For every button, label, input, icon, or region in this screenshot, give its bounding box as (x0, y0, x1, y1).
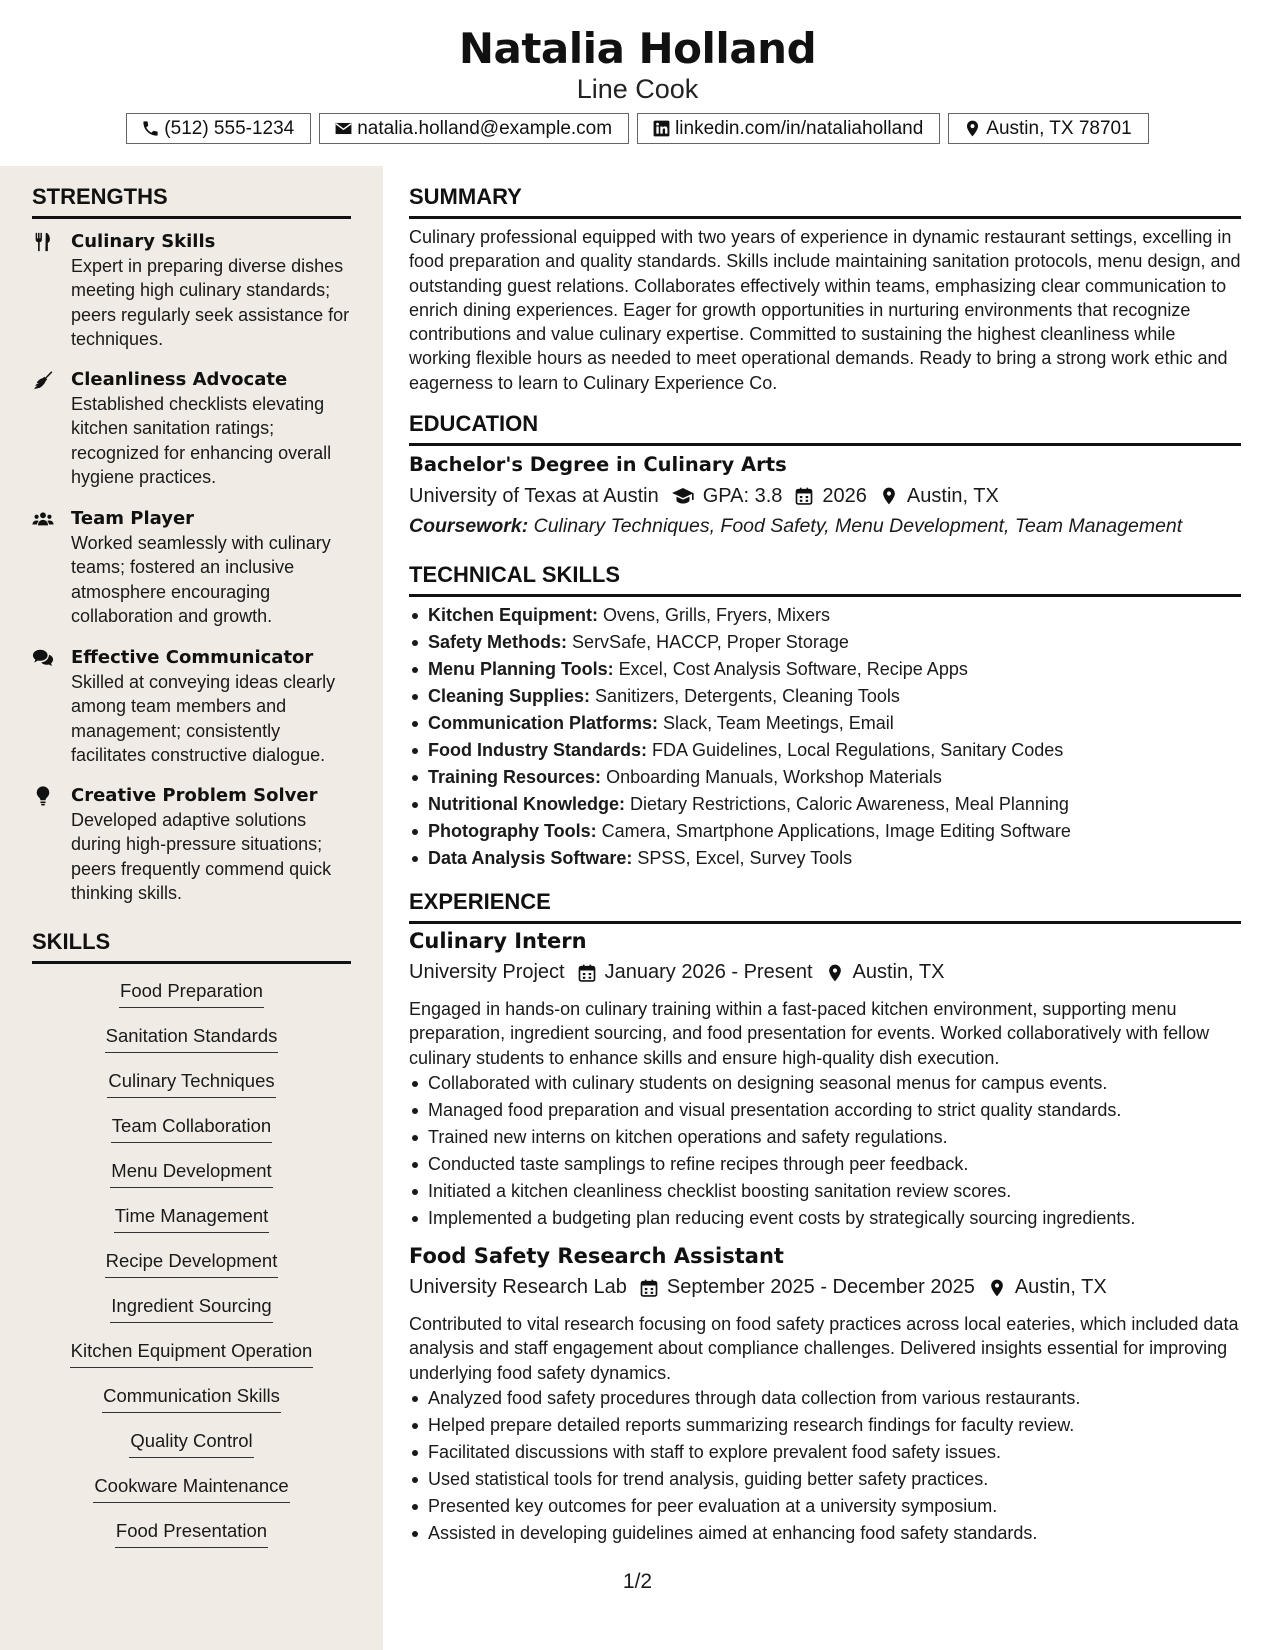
strength-desc: Skilled at conveying ideas clearly among team members and management; consistently facilitates constructive dialogue. (71, 672, 336, 765)
strength-desc: Developed adaptive solutions during high-pressure situations; peers frequently commend quick thinking skills. (71, 810, 332, 903)
skill-tag-text: Recipe Development (105, 1249, 279, 1278)
skill-tag (0, 1114, 383, 1143)
strength-desc: Expert in preparing diverse dishes meeting high culinary standards; peers regularly seek assistance for techniques. (71, 256, 350, 349)
tech-skill-label: Photography Tools: (428, 821, 597, 841)
experience-section (409, 889, 1241, 924)
skill-tag (0, 1159, 383, 1188)
skills-heading: SKILLS (32, 929, 351, 964)
contact-linkedin[interactable] (637, 113, 940, 144)
job-title: Food Safety Research Assistant (409, 1244, 784, 1268)
strength-item (32, 507, 352, 628)
experience-heading: EXPERIENCE (409, 889, 1241, 924)
list-item (409, 656, 1241, 683)
list-item: Managed food preparation and visual presentation according to strict quality standards. (409, 1097, 1241, 1124)
utensils-icon (32, 231, 54, 253)
list-item (409, 845, 1241, 872)
skill-tag-text: Menu Development (110, 1159, 272, 1188)
job-location: Austin, TX (1014, 1276, 1107, 1298)
skill-tag (0, 1249, 383, 1278)
job-description: Contributed to vital research focusing on food safety practices across local eateries, which included data analysis and staff engagement about compliance challenges. Delivered insights essential for improving underlying food safety dynamics. (409, 1314, 1239, 1383)
contact-linkedin-text: linkedin.com/in/nataliaholland (675, 117, 924, 139)
contact-location[interactable] (948, 113, 1148, 144)
skill-tag-text: Sanitation Standards (105, 1024, 279, 1053)
skill-tag (0, 1339, 383, 1368)
linkedin-icon (652, 119, 671, 138)
envelope-icon (334, 119, 353, 138)
contact-phone-text: (512) 555-1234 (164, 117, 295, 139)
strength-title: Culinary Skills (71, 231, 216, 252)
school-name: University of Texas at Austin (409, 484, 659, 507)
tech-skill-value: Sanitizers, Detergents, Cleaning Tools (595, 686, 900, 706)
list-item: Collaborated with culinary students on designing seasonal menus for campus events. (409, 1070, 1241, 1097)
skill-tag-text: Ingredient Sourcing (110, 1294, 272, 1323)
gpa-value: GPA: 3.8 (702, 484, 783, 507)
resume-header (0, 0, 1275, 160)
list-item (409, 791, 1241, 818)
calendar-icon (639, 1278, 659, 1298)
list-item (409, 683, 1241, 710)
tech-skill-label: Safety Methods: (428, 632, 568, 652)
list-item: Implemented a budgeting plan reducing event costs by strategically sourcing ingredients. (409, 1205, 1241, 1232)
graduation-year: 2026 (822, 484, 867, 507)
technical-skills-list (409, 602, 1241, 872)
list-item: Helped prepare detailed reports summarizing research findings for faculty review. (409, 1412, 1241, 1439)
job-meta (409, 961, 944, 984)
strength-item (32, 646, 352, 767)
skill-tag (0, 1384, 383, 1413)
list-item (409, 764, 1241, 791)
skill-tag-text: Food Preparation (119, 979, 264, 1008)
job-dates: January 2026 - Present (604, 961, 813, 983)
strength-title: Effective Communicator (71, 647, 314, 668)
job-title: Culinary Intern (409, 929, 587, 953)
contact-email[interactable] (319, 113, 629, 144)
list-item (409, 737, 1241, 764)
lightbulb-icon (32, 785, 54, 807)
tech-skill-label: Data Analysis Software: (428, 848, 633, 868)
page-number: 1/2 (622, 1570, 653, 1593)
education-section (409, 411, 1241, 446)
job-title-heading: Line Cook (576, 74, 699, 104)
tech-skill-value: Dietary Restrictions, Caloric Awareness, Meal Planning (630, 794, 1069, 814)
coursework-label: Coursework: (409, 515, 529, 537)
coursework-list: Culinary Techniques, Food Safety, Menu Development, Team Management (533, 515, 1183, 537)
map-pin-icon (987, 1278, 1007, 1298)
skill-tag-text: Culinary Techniques (107, 1069, 275, 1098)
tech-skill-value: Onboarding Manuals, Workshop Materials (606, 767, 942, 787)
list-item: Presented key outcomes for peer evaluation at a university symposium. (409, 1493, 1241, 1520)
tech-skill-label: Kitchen Equipment: (428, 605, 598, 625)
strength-desc: Worked seamlessly with culinary teams; fostered an inclusive atmosphere encouraging collaboration and growth. (71, 533, 331, 626)
list-item: Assisted in developing guidelines aimed at enhancing food safety standards. (409, 1520, 1241, 1547)
skill-tag (0, 1474, 383, 1503)
list-item: Conducted taste samplings to refine recipes through peer feedback. (409, 1151, 1241, 1178)
strength-title: Cleanliness Advocate (71, 369, 288, 390)
contact-location-text: Austin, TX 78701 (986, 117, 1132, 139)
tech-skill-label: Menu Planning Tools: (428, 659, 614, 679)
contact-email-text: natalia.holland@example.com (357, 117, 613, 139)
skill-tag-text: Team Collaboration (111, 1114, 272, 1143)
tech-skill-label: Nutritional Knowledge: (428, 794, 625, 814)
strength-item (32, 368, 352, 489)
tech-skill-value: Ovens, Grills, Fryers, Mixers (603, 605, 831, 625)
tech-skill-value: ServSafe, HACCP, Proper Storage (572, 632, 849, 652)
skill-tag (0, 1069, 383, 1098)
skill-tag-text: Cookware Maintenance (93, 1474, 289, 1503)
job-bullets (409, 1385, 1241, 1547)
calendar-icon (794, 486, 814, 506)
list-item (409, 818, 1241, 845)
summary-text: Culinary professional equipped with two years of experience in dynamic restaurant settings, excelling in food preparation and quality standards. Skills include maintaining sanitation protocols, menu design, and outstanding guest relations. Collaborates effectively within teams, emphasizing clear communication to enrich dining experiences. Eager for growth opportunities in nurturing environments that recognize contributions and value culinary expertise. Committed to sustaining the highest cleanliness while working flexible hours as needed to meet operational demands. Ready to bring a strong work ethic and eagerness to learn to Culinary Experience Co. (409, 227, 1241, 393)
education-meta (409, 484, 999, 508)
tech-skill-label: Cleaning Supplies: (428, 686, 591, 706)
strength-desc: Established checklists elevating kitchen sanitation ratings; recognized for enhancing overall hygiene practices. (71, 394, 332, 487)
tech-skill-value: Camera, Smartphone Applications, Image Editing Software (601, 821, 1071, 841)
list-item (409, 710, 1241, 737)
candidate-name: Natalia Holland (458, 24, 817, 73)
job-bullets (409, 1070, 1241, 1232)
technical-skills-heading: TECHNICAL SKILLS (409, 562, 1241, 597)
skill-tag (0, 1519, 383, 1548)
strength-title: Team Player (71, 508, 195, 529)
list-item: Facilitated discussions with staff to explore prevalent food safety issues. (409, 1439, 1241, 1466)
skill-tag-text: Quality Control (129, 1429, 253, 1458)
school-location: Austin, TX (906, 484, 999, 507)
tech-skill-value: Excel, Cost Analysis Software, Recipe Apps (618, 659, 968, 679)
graduation-cap-icon (671, 484, 695, 508)
list-item (409, 629, 1241, 656)
skill-tag (0, 979, 383, 1008)
summary-heading: SUMMARY (409, 184, 1241, 219)
list-item (409, 602, 1241, 629)
education-heading: EDUCATION (409, 411, 1241, 446)
skill-tag-text: Time Management (114, 1204, 270, 1233)
list-item: Analyzed food safety procedures through data collection from various restaurants. (409, 1385, 1241, 1412)
skill-tag (0, 1204, 383, 1233)
strengths-heading: STRENGTHS (32, 184, 351, 219)
map-pin-icon (963, 119, 982, 138)
comments-icon (32, 647, 54, 669)
job-meta (409, 1276, 1107, 1299)
technical-skills-section (409, 562, 1241, 597)
strength-item (32, 230, 352, 351)
job-org: University Research Lab (409, 1276, 627, 1298)
coursework-line (409, 515, 1182, 538)
skill-tag (0, 1024, 383, 1053)
skill-tag-text: Food Presentation (115, 1519, 268, 1548)
job-dates: September 2025 - December 2025 (666, 1276, 975, 1298)
contact-phone[interactable] (126, 113, 311, 144)
job-description: Engaged in hands-on culinary training within a fast-paced kitchen environment, supporting menu preparation, ingredient sourcing, and food presentation for events. Worked collaboratively with fellow culinary students to enhance skills and ensure high-quality dish execution. (409, 999, 1210, 1068)
list-item: Initiated a kitchen cleanliness checklist boosting sanitation review scores. (409, 1178, 1241, 1205)
job-location: Austin, TX (852, 961, 945, 983)
phone-icon (141, 119, 160, 138)
users-icon (32, 508, 54, 530)
map-pin-icon (879, 486, 899, 506)
calendar-icon (577, 963, 597, 983)
broom-icon (32, 369, 54, 391)
tech-skill-label: Training Resources: (428, 767, 602, 787)
tech-skill-value: FDA Guidelines, Local Regulations, Sanitary Codes (652, 740, 1064, 760)
tech-skill-label: Food Industry Standards: (428, 740, 648, 760)
skill-tag (0, 1294, 383, 1323)
list-item: Trained new interns on kitchen operations and safety regulations. (409, 1124, 1241, 1151)
summary-section (409, 184, 1241, 219)
degree-title: Bachelor's Degree in Culinary Arts (409, 453, 787, 476)
tech-skill-label: Communication Platforms: (428, 713, 659, 733)
tech-skill-value: Slack, Team Meetings, Email (663, 713, 894, 733)
skill-tag (0, 1429, 383, 1458)
strengths-section (32, 184, 351, 219)
skill-tag-text: Communication Skills (102, 1384, 281, 1413)
strength-item (32, 784, 352, 905)
tech-skill-value: SPSS, Excel, Survey Tools (637, 848, 853, 868)
map-pin-icon (825, 963, 845, 983)
skill-tag-text: Kitchen Equipment Operation (70, 1339, 314, 1368)
skills-section (32, 929, 351, 964)
contact-bar (0, 113, 1275, 144)
job-org: University Project (409, 961, 565, 983)
list-item: Used statistical tools for trend analysis, guiding better safety practices. (409, 1466, 1241, 1493)
sidebar (0, 166, 383, 1650)
strength-title: Creative Problem Solver (71, 785, 318, 806)
